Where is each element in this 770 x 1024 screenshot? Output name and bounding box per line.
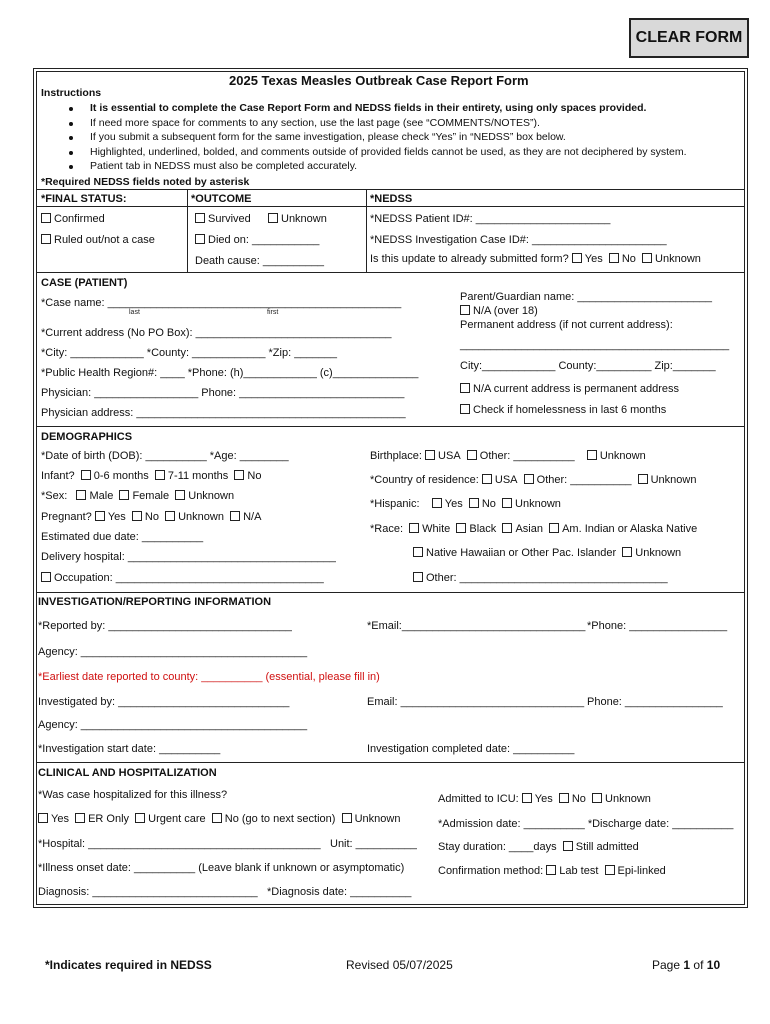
checkbox[interactable] <box>563 841 573 851</box>
option-label: Epi-linked <box>617 865 666 877</box>
birthplace-row <box>370 450 646 462</box>
nedss-patient-id-field[interactable]: *NEDSS Patient ID#: ______________________ <box>370 213 611 225</box>
checkbox[interactable] <box>592 793 602 803</box>
option-label: Unknown <box>650 474 697 486</box>
reported-by-field[interactable]: *Reported by: ______________________________ <box>38 620 292 632</box>
checkbox[interactable] <box>467 450 477 460</box>
clinical-heading: CLINICAL AND HOSPITALIZATION <box>38 767 217 779</box>
email-field[interactable]: *Email:______________________________ <box>367 620 586 632</box>
option-label: No (go to next section) <box>224 813 336 825</box>
question-label: Admitted to ICU: <box>438 793 519 805</box>
option-label: Ruled out/not a case <box>54 234 155 246</box>
nedss-heading: *NEDSS <box>370 193 413 205</box>
hospital-field[interactable]: *Hospital: ______________________________________ <box>38 838 321 850</box>
current-address-field[interactable]: *Current address (No PO Box): ________________________________ <box>41 327 392 339</box>
option-label: 7-11 months <box>167 470 229 482</box>
checkbox[interactable] <box>95 511 105 521</box>
option-label: Yes <box>584 253 603 265</box>
instruction-item: Highlighted, underlined, bolded, and comments outside of provided fields cannot be used, as they are not deciphered by system. <box>90 145 687 158</box>
checkbox[interactable] <box>425 450 435 460</box>
checkbox[interactable] <box>268 213 278 223</box>
divider <box>36 592 745 593</box>
instructions-list <box>56 101 687 174</box>
confirmed-option[interactable] <box>41 213 105 225</box>
checkbox[interactable] <box>587 450 597 460</box>
region-phone-field[interactable]: *Public Health Region#: ____ *Phone: (h)____________ (c)______________ <box>41 367 419 379</box>
checkbox[interactable] <box>502 498 512 508</box>
diagnosis-date-field[interactable]: *Diagnosis date: __________ <box>267 886 412 898</box>
option-label: Urgent care <box>148 813 206 825</box>
option-label: Female <box>132 490 170 502</box>
checkbox[interactable] <box>41 234 51 244</box>
instruction-item: Patient tab in NEDSS must also be completed accurately. <box>90 159 687 174</box>
option-label: N/A <box>243 511 262 523</box>
guardian-field[interactable]: Parent/Guardian name: ______________________ <box>460 291 712 303</box>
checkbox[interactable] <box>234 470 244 480</box>
option-label: Other: __________ <box>479 450 575 462</box>
divider <box>36 189 745 190</box>
option-label: USA <box>438 450 461 462</box>
checkbox[interactable] <box>460 383 470 393</box>
final-status-heading: *FINAL STATUS: <box>41 193 127 205</box>
pregnant-row <box>41 511 261 523</box>
agency2-field[interactable]: Agency: _____________________________________ <box>38 719 308 731</box>
na-perm-option[interactable] <box>460 383 679 395</box>
checkbox[interactable] <box>456 523 466 533</box>
checkbox[interactable] <box>41 572 51 582</box>
checkbox[interactable] <box>38 813 48 823</box>
option-label: Check if homelessness in last 6 months <box>473 404 667 416</box>
hispanic-row <box>370 498 561 510</box>
dob-age-field[interactable]: *Date of birth (DOB): __________ *Age: ________ <box>41 450 289 462</box>
checkbox[interactable] <box>81 470 91 480</box>
option-label: Occupation: __________________________________ <box>54 572 324 584</box>
checkbox[interactable] <box>195 213 205 223</box>
died-on-option[interactable] <box>195 234 319 246</box>
checkbox[interactable] <box>432 498 442 508</box>
option-label: Male <box>89 490 114 502</box>
option-label: No <box>247 470 262 482</box>
checkbox[interactable] <box>41 213 51 223</box>
divider <box>36 426 745 427</box>
option-label: USA <box>494 474 518 486</box>
outcome-unknown-option[interactable] <box>268 213 327 225</box>
checkbox[interactable] <box>342 813 352 823</box>
race-other-option[interactable] <box>413 572 668 584</box>
icu-row <box>438 793 651 805</box>
option-label: Yes <box>51 813 69 825</box>
checkbox[interactable] <box>605 865 615 875</box>
checkbox[interactable] <box>609 253 619 263</box>
checkbox[interactable] <box>230 511 240 521</box>
case-name-field[interactable]: *Case name: ________________________________________________ <box>41 297 402 309</box>
investigated-by-field[interactable]: Investigated by: ____________________________ <box>38 696 290 708</box>
clear-form-button[interactable]: CLEAR FORM <box>629 18 749 58</box>
start-date-field[interactable]: *Investigation start date: __________ <box>38 743 221 755</box>
survived-option[interactable] <box>195 213 251 225</box>
option-label: No <box>621 253 636 265</box>
divider <box>36 272 745 273</box>
option-label: Unknown <box>354 813 401 825</box>
footer-required-note: *Indicates required in NEDSS <box>45 958 212 972</box>
diagnosis-field[interactable]: Diagnosis: ___________________________ <box>38 886 258 898</box>
option-label: Unknown <box>635 547 682 559</box>
checkbox[interactable] <box>502 523 512 533</box>
checkbox[interactable] <box>119 490 129 500</box>
checkbox[interactable] <box>522 793 532 803</box>
question-label: Pregnant? <box>41 511 92 523</box>
stay-row <box>438 841 639 853</box>
due-date-field[interactable]: Estimated due date: __________ <box>41 531 204 543</box>
checkbox[interactable] <box>132 511 142 521</box>
infant-row <box>41 470 261 482</box>
hospitalized-question: *Was case hospitalized for this illness? <box>38 789 228 801</box>
option-label: N/A current address is permanent address <box>473 383 680 395</box>
page-total: 10 <box>706 958 721 972</box>
confirmation-row <box>438 865 666 877</box>
checkbox[interactable] <box>642 253 652 263</box>
race-row <box>370 523 697 535</box>
investigation-heading: INVESTIGATION/REPORTING INFORMATION <box>38 596 272 608</box>
nedss-case-id-field[interactable]: *NEDSS Investigation Case ID#: ______________________ <box>370 234 667 246</box>
na-over18-option[interactable] <box>460 305 538 317</box>
perm-address-label: Permanent address (if not current address): <box>460 319 673 331</box>
hawaiian-row <box>413 547 681 559</box>
checkbox[interactable] <box>622 547 632 557</box>
option-label: Asian <box>515 523 543 535</box>
question-label: Infant? <box>41 470 75 482</box>
checkbox[interactable] <box>413 547 423 557</box>
option-label: Unknown <box>188 490 235 502</box>
physician-field[interactable]: Physician: _________________ Phone: ___________________________ <box>41 387 405 399</box>
option-label: 0-6 months <box>93 470 149 482</box>
perm-city-field[interactable]: City:____________ County:_________ Zip:_______ <box>460 360 716 372</box>
investigator-phone-field[interactable]: Phone: ________________ <box>587 696 723 708</box>
admission-discharge-field[interactable]: *Admission date: __________ *Discharge date: __________ <box>438 818 734 830</box>
option-label: Lab test <box>559 865 599 877</box>
checkbox[interactable] <box>175 490 185 500</box>
option-label: Unknown <box>599 450 646 462</box>
checkbox[interactable] <box>549 523 559 533</box>
option-label: Unknown <box>605 793 651 805</box>
instruction-item: If you submit a subsequent form for the same investigation, please check “Yes” in “NEDSS” box below. <box>90 130 687 145</box>
onset-date-field[interactable]: *Illness onset date: __________ (Leave blank if unknown or asymptomatic) <box>38 862 405 874</box>
checkbox[interactable] <box>482 474 492 484</box>
required-note: *Required NEDSS fields noted by asterisk <box>41 176 250 188</box>
checkbox[interactable] <box>76 490 86 500</box>
hospitalized-row <box>38 813 400 825</box>
ruled-out-option[interactable] <box>41 234 155 246</box>
option-label: N/A (over 18) <box>473 305 538 317</box>
checkbox[interactable] <box>413 572 423 582</box>
earliest-date-field[interactable]: *Earliest date reported to county: __________ (essential, please fill in) <box>38 671 380 683</box>
option-label: No <box>571 793 586 805</box>
option-label: Other: __________ <box>536 474 632 486</box>
checkbox[interactable] <box>165 511 175 521</box>
question-label: *Sex: <box>41 490 68 502</box>
option-label: White <box>422 523 451 535</box>
divider <box>36 206 745 207</box>
option-label: Unknown <box>281 213 327 225</box>
homeless-option[interactable] <box>460 404 666 416</box>
investigator-email-field[interactable]: Email: ______________________________ <box>367 696 585 708</box>
instruction-item: It is essential to complete the Case Report Form and NEDSS fields in their entirety, using only spaces provided. <box>90 101 687 116</box>
checkbox[interactable] <box>135 813 145 823</box>
page-label: Page <box>652 958 681 972</box>
page-current: 1 <box>683 958 691 972</box>
country-row <box>370 474 696 486</box>
demographics-heading: DEMOGRAPHICS <box>41 431 133 443</box>
outcome-heading: *OUTCOME <box>191 193 252 205</box>
death-cause-field[interactable]: Death cause: __________ <box>195 255 325 267</box>
case-heading: CASE (PATIENT) <box>41 277 128 289</box>
checkbox[interactable] <box>409 523 419 533</box>
option-label: Yes <box>444 498 463 510</box>
checkbox[interactable] <box>212 813 222 823</box>
delivery-hospital-field[interactable]: Delivery hospital: __________________________________ <box>41 551 336 563</box>
option-label: Yes <box>534 793 553 805</box>
page-of: of <box>693 958 704 972</box>
checkbox[interactable] <box>524 474 534 484</box>
stay-duration-field[interactable]: Stay duration: ____days <box>438 841 557 853</box>
checkbox[interactable] <box>460 305 470 315</box>
checkbox[interactable] <box>572 253 582 263</box>
question-label: Birthplace: <box>370 450 422 462</box>
checkbox[interactable] <box>559 793 569 803</box>
divider <box>187 189 188 272</box>
checkbox[interactable] <box>546 865 556 875</box>
update-question <box>370 253 701 265</box>
option-label: Unknown <box>515 498 561 510</box>
checkbox[interactable] <box>638 474 648 484</box>
perm-address-field[interactable]: ____________________________________________ <box>460 339 730 351</box>
occupation-option[interactable] <box>41 572 324 584</box>
question-label: *Country of residence: <box>370 474 479 486</box>
option-label: Other: __________________________________ <box>426 572 668 584</box>
option-label: Native Hawaiian or Other Pac. Islander <box>426 547 617 559</box>
option-label: ER Only <box>88 813 130 825</box>
instruction-item: If need more space for comments to any section, use the last page (see “COMMENTS/NOTES”). <box>90 116 687 131</box>
divider <box>36 762 745 763</box>
instructions-heading: Instructions <box>41 87 102 99</box>
first-label: first <box>267 309 279 316</box>
option-label: Unknown <box>178 511 224 523</box>
option-label: No <box>481 498 496 510</box>
checkbox[interactable] <box>75 813 85 823</box>
form-title: 2025 Texas Measles Outbreak Case Report Form <box>229 73 529 88</box>
footer-revised: Revised 05/07/2025 <box>346 958 453 972</box>
sex-row <box>41 490 234 502</box>
page-number <box>652 958 720 972</box>
checkbox[interactable] <box>460 404 470 414</box>
question-label: *Race: <box>370 523 404 535</box>
option-label: Unknown <box>655 253 701 265</box>
question-label: Is this update to already submitted form? <box>370 253 569 265</box>
option-label: Still admitted <box>575 841 639 853</box>
phone-field[interactable]: *Phone: ________________ <box>587 620 728 632</box>
physician-address-field[interactable]: Physician address: ____________________________________________ <box>41 407 406 419</box>
city-county-zip-field[interactable]: *City: ____________ *County: ____________ *Zip: _______ <box>41 347 338 359</box>
question-label: Confirmation method: <box>438 865 544 877</box>
option-label: Yes <box>107 511 126 523</box>
unit-field[interactable]: Unit: __________ <box>330 838 417 850</box>
last-label: last <box>129 309 140 316</box>
question-label: *Hispanic: <box>370 498 420 510</box>
option-label: Confirmed <box>54 213 105 225</box>
checkbox[interactable] <box>155 470 165 480</box>
option-label: Am. Indian or Alaska Native <box>562 523 698 535</box>
agency-field[interactable]: Agency: _____________________________________ <box>38 646 308 658</box>
option-label: Survived <box>208 213 251 225</box>
option-label: Black <box>469 523 497 535</box>
checkbox[interactable] <box>469 498 479 508</box>
checkbox[interactable] <box>195 234 205 244</box>
option-label: No <box>144 511 159 523</box>
completed-date-field[interactable]: Investigation completed date: __________ <box>367 743 575 755</box>
option-label: Died on: ___________ <box>208 234 320 246</box>
divider <box>366 189 367 272</box>
